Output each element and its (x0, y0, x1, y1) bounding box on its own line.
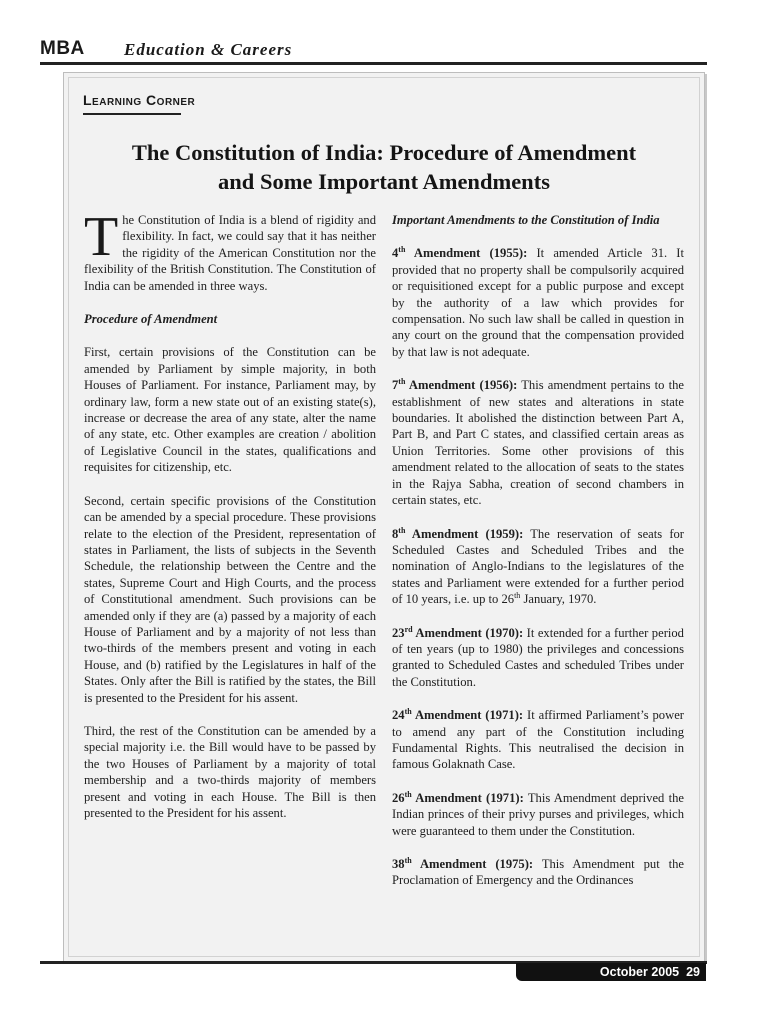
paragraph-second: Second, certain specific provisions of the Constitution can be amended by a special procedure. These provisions relate to the election of the President, representation of states in Parliament, the lists of subjects in the Seventh Schedule, the relationship between the Centre and the states, Supreme Court and High Courts, and the process of Constitutional amendment. Such provisions can be amended only if they are (a) passed by a majority of each House of Parliament and by a majority of not less than two-thirds of the members present and voting in each House, and (b) ratified by the Legislatures in half of the States. Only after the Bill is ratified by the states, the Bill is presented to the President for his assent. (84, 493, 376, 705)
procedure-subheading: Procedure of Amendment (84, 312, 218, 327)
amendment-item (392, 707, 684, 773)
section-label-rule (83, 113, 181, 115)
amendment-title: 7th Amendment (1956): (392, 377, 518, 393)
amendment-text: It amended Article 31. It provided that no property shall be compulsorily acquired or requisitioned except for a public purpose and except by the authority of a law which provides for compensation. No such law shall be called in question in any court on the ground that the compensation provided by that law is not adequate. (392, 246, 684, 359)
magazine-subtitle: Education & Careers (124, 40, 293, 59)
amendments-heading: Important Amendments to the Constitution of India (392, 213, 660, 227)
article-title (74, 138, 694, 196)
amendment-item (392, 625, 684, 691)
magazine-brand: MBA (40, 38, 85, 59)
amendment-item (392, 245, 684, 360)
amendment-item (392, 790, 684, 839)
page-number: 29 (686, 965, 700, 979)
intro-paragraph (84, 206, 376, 294)
amendment-text: It extended for a further period of ten years (up to 1980) the privileges and concessions granted to Scheduled Castes and scheduled Tribes under the Constitution. (392, 625, 684, 689)
paragraph-third: Third, the rest of the Constitution can be amended by a special majority i.e. the Bill would have to be passed by the two Houses of Parliament by a majority of total membership and a two-thirds majority of members present and voting in each House. The Bill is then presented to the President for his assent. (84, 723, 376, 820)
amendment-title: 4th Amendment (1955): (392, 245, 528, 261)
amendment-item (392, 526, 684, 608)
title-line-2: and Some Important Amendments (218, 169, 550, 194)
paragraph-first: First, certain provisions of the Constitution can be amended by Parliament by simple majority, in both Houses of Parliament. For instance, Parliament may, by ordinary law, form a new state out of an existing state(s), increase or decrease the area of any state, alter the name of any state, etc. Other examples are creation / abolition of Legislative Council in the states, qualifications and requisites for citizenship, etc. (84, 345, 376, 475)
amendment-title: 23rd Amendment (1970): (392, 624, 524, 640)
header-rule (40, 62, 707, 65)
intro-text: he Constitution of India is a blend of rigidity and flexibility. In fact, we could say that it has neither the rigidity of the American Constitution nor the flexibility of the British Constitution. The Constitution of India can be amended in three ways. (84, 213, 376, 293)
amendment-item (392, 377, 684, 508)
amendment-text: This Amendment put the Proclamation of Emergency and the Ordinances (392, 857, 684, 888)
title-line-1: The Constitution of India: Procedure of Amendment (131, 140, 637, 165)
amendment-title: 26th Amendment (1971): (392, 789, 524, 805)
section-label: Learning Corner (83, 92, 196, 108)
right-column (392, 212, 684, 906)
amendment-title: 8th Amendment (1959): (392, 525, 524, 541)
issue-date: October 2005 (599, 965, 680, 979)
page-footer (530, 963, 700, 981)
drop-cap: T (84, 206, 119, 268)
amendment-title: 24th Amendment (1971): (392, 706, 524, 723)
amendment-item (392, 856, 684, 889)
amendment-title: 38th Amendment (1975): (392, 855, 534, 871)
amendment-text: This amendment pertains to the establishment of new states and alterations in state boundaries. It abolished the distinction between Part A, Part B, and Part C states, and classified certain areas as Union Territories. Some other provisions of this amendment related to the allocation of seats to the states in the Rajya Sabha, creation of second chambers in certain states, etc. (392, 378, 685, 508)
left-column (84, 206, 376, 838)
amendment-text: It affirmed Parliament’s power to amend any part of the Constitution including Fundamental Rights. This neutralised the decision in famous Golaknath Case. (392, 708, 684, 772)
amendment-text: This Amendment deprived the Indian princes of their privy purses and privileges, which were guaranteed to them under the Constitution. (392, 790, 684, 838)
amendment-text: The reservation of seats for Scheduled Castes and Scheduled Tribes and the nomination of Anglo-Indians to the legislatures of the states and Parliament were extended for a further period of 10 years, i.e. up to 26th January, 1970. (392, 526, 685, 607)
